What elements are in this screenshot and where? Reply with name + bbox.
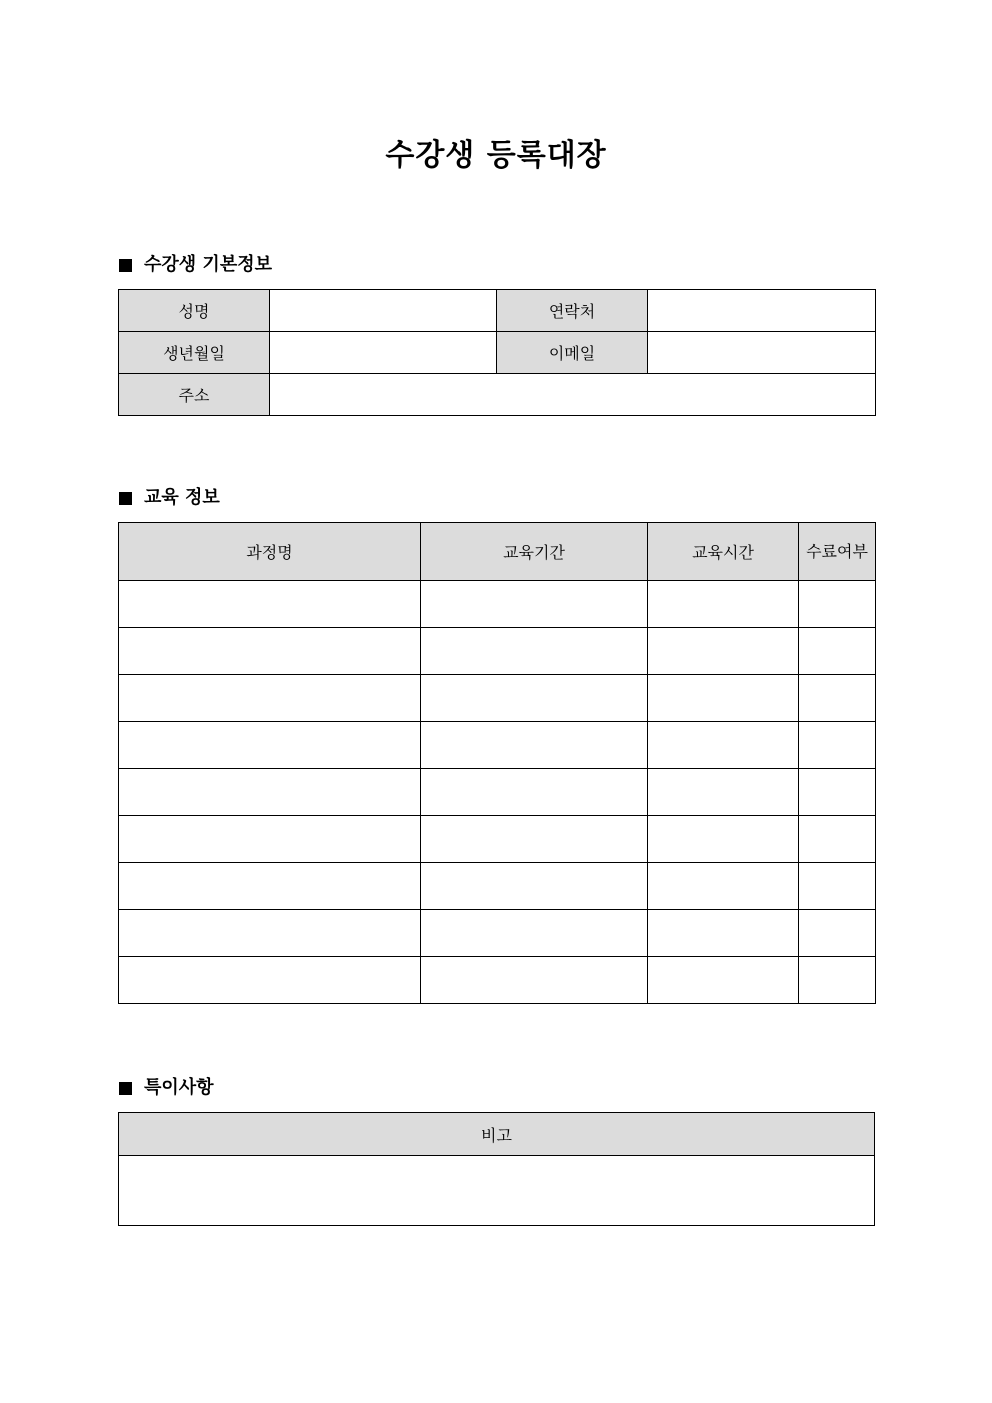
column-header-course-name: 과정명	[119, 523, 421, 581]
column-header-remarks: 비고	[119, 1113, 875, 1156]
period-cell[interactable]	[421, 769, 648, 816]
completion-cell[interactable]	[799, 769, 876, 816]
completion-cell[interactable]	[799, 863, 876, 910]
column-header-period: 교육기간	[421, 523, 648, 581]
course-name-cell[interactable]	[119, 863, 421, 910]
period-cell[interactable]	[421, 816, 648, 863]
table-row	[119, 910, 876, 957]
remarks-table	[118, 1112, 875, 1226]
section-heading-education-info	[119, 485, 220, 511]
table-header-row	[119, 1113, 875, 1156]
course-name-cell[interactable]	[119, 957, 421, 1004]
table-row	[119, 957, 876, 1004]
period-cell[interactable]	[421, 675, 648, 722]
hours-cell[interactable]	[648, 863, 799, 910]
contact-field[interactable]	[648, 290, 876, 332]
course-name-cell[interactable]	[119, 910, 421, 957]
table-row	[119, 290, 876, 332]
hours-cell[interactable]	[648, 722, 799, 769]
period-cell[interactable]	[421, 957, 648, 1004]
course-name-cell[interactable]	[119, 722, 421, 769]
course-name-cell[interactable]	[119, 769, 421, 816]
label-email: 이메일	[497, 332, 648, 374]
document-title: 수강생 등록대장	[385, 138, 607, 173]
column-header-completion: 수료여부	[799, 523, 876, 581]
completion-cell[interactable]	[799, 957, 876, 1004]
label-name: 성명	[119, 290, 270, 332]
course-name-cell[interactable]	[119, 628, 421, 675]
hours-cell[interactable]	[648, 910, 799, 957]
birth-field[interactable]	[270, 332, 497, 374]
section-heading-label: 교육 정보	[144, 487, 220, 508]
address-field[interactable]	[270, 374, 876, 416]
completion-cell[interactable]	[799, 581, 876, 628]
label-address: 주소	[119, 374, 270, 416]
label-contact: 연락처	[497, 290, 648, 332]
period-cell[interactable]	[421, 581, 648, 628]
hours-cell[interactable]	[648, 769, 799, 816]
table-row	[119, 816, 876, 863]
section-heading-basic-info	[119, 252, 272, 278]
hours-cell[interactable]	[648, 581, 799, 628]
period-cell[interactable]	[421, 863, 648, 910]
square-bullet-icon	[119, 1082, 132, 1095]
period-cell[interactable]	[421, 910, 648, 957]
name-field[interactable]	[270, 290, 497, 332]
period-cell[interactable]	[421, 722, 648, 769]
education-table-body	[119, 581, 876, 1004]
period-cell[interactable]	[421, 628, 648, 675]
email-field[interactable]	[648, 332, 876, 374]
hours-cell[interactable]	[648, 957, 799, 1004]
course-name-cell[interactable]	[119, 816, 421, 863]
remarks-field[interactable]	[119, 1156, 875, 1226]
completion-cell[interactable]	[799, 628, 876, 675]
table-header-row	[119, 523, 876, 581]
square-bullet-icon	[119, 492, 132, 505]
completion-cell[interactable]	[799, 722, 876, 769]
completion-cell[interactable]	[799, 816, 876, 863]
table-row	[119, 332, 876, 374]
section-heading-label: 특이사항	[144, 1077, 214, 1098]
table-row	[119, 863, 876, 910]
table-row	[119, 628, 876, 675]
label-birth: 생년월일	[119, 332, 270, 374]
hours-cell[interactable]	[648, 675, 799, 722]
table-row	[119, 581, 876, 628]
table-row	[119, 1156, 875, 1226]
course-name-cell[interactable]	[119, 675, 421, 722]
completion-cell[interactable]	[799, 675, 876, 722]
table-row	[119, 769, 876, 816]
education-table	[118, 522, 876, 1004]
table-row	[119, 374, 876, 416]
completion-cell[interactable]	[799, 910, 876, 957]
section-heading-remarks	[119, 1075, 214, 1101]
basic-info-table	[118, 289, 876, 416]
course-name-cell[interactable]	[119, 581, 421, 628]
hours-cell[interactable]	[648, 628, 799, 675]
table-row	[119, 675, 876, 722]
section-heading-label: 수강생 기본정보	[144, 254, 272, 275]
table-row	[119, 722, 876, 769]
square-bullet-icon	[119, 259, 132, 272]
hours-cell[interactable]	[648, 816, 799, 863]
column-header-hours: 교육시간	[648, 523, 799, 581]
